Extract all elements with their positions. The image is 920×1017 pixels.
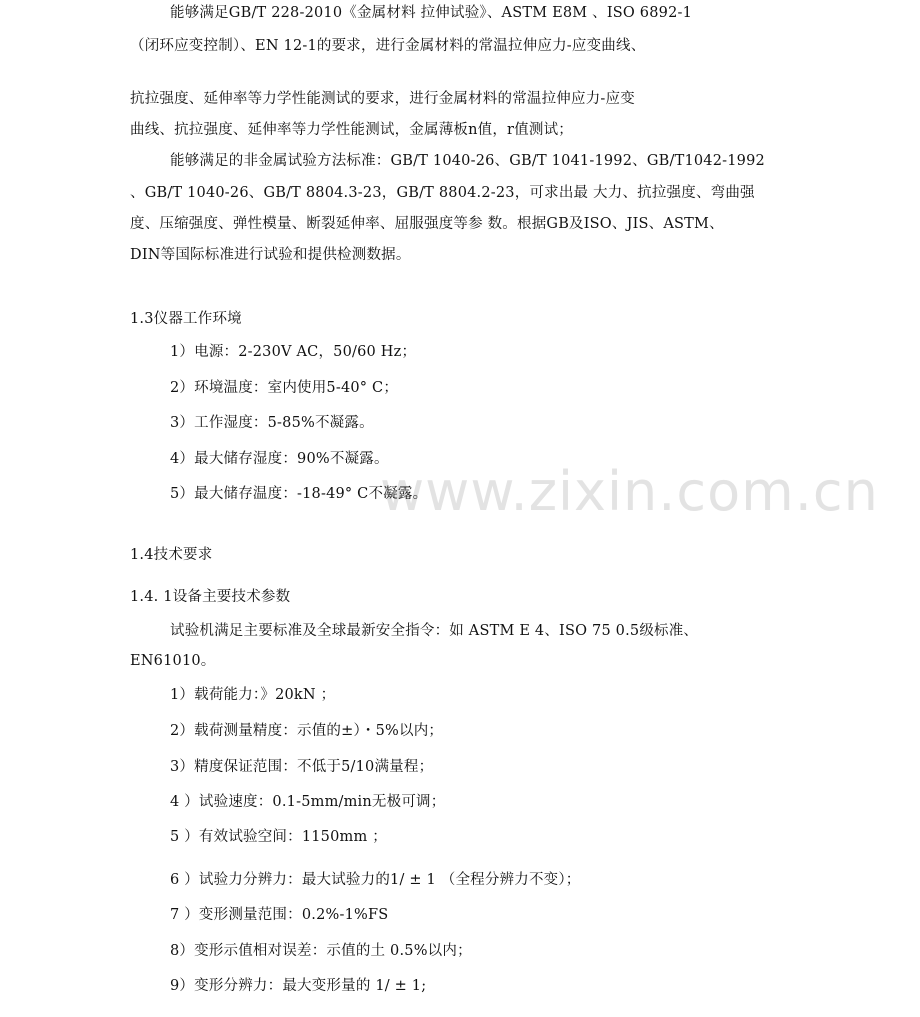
intro-line-7: 度、压缩强度、弹性模量、断裂延伸率、屈服强度等参 数。根据GB及ISO、JIS、ASTM、 — [130, 216, 724, 232]
env-item-1: 1）电源：2-230V AC，50/60 Hz； — [170, 344, 417, 360]
intro-line-6: 、GB/T 1040-26、GB/T 8804.3-23，GB/T 8804.2-23，可求出最 大力、抗拉强度、弯曲强 — [130, 185, 755, 201]
tech-item-4: 4 ）试验速度：0.1-5mm/min无极可调； — [170, 794, 446, 810]
tech-item-3: 3）精度保证范围：不低于5/10满量程； — [170, 759, 434, 775]
intro-line-5: 能够满足的非金属试验方法标准：GB/T 1040-26、GB/T 1041-1992、GB/T1042-1992 — [170, 153, 765, 169]
tech-item-8: 8）变形示值相对误差：示值的土 0.5%以内； — [170, 943, 472, 959]
watermark: www.zixin.com.cn — [380, 460, 879, 523]
tech-item-7: 7 ）变形测量范围：0.2%-1%FS — [170, 907, 389, 923]
env-item-2: 2）环境温度：室内使用5-40° C； — [170, 380, 399, 396]
section-heading-1-3: 1.3仪器工作环境 — [130, 311, 242, 327]
intro-line-3: 抗拉强度、延伸率等力学性能测试的要求，进行金属材料的常温拉伸应力-应变 — [130, 91, 635, 107]
env-item-3: 3）工作湿度：5-85%不凝露。 — [170, 415, 374, 431]
tech-item-1: 1）载荷能力：》20kN ； — [170, 687, 336, 703]
intro-line-4: 曲线、抗拉强度、延伸率等力学性能测试，金属薄板n值，r值测试； — [130, 122, 573, 138]
intro-line-8: DIN等国际标准进行试验和提供检测数据。 — [130, 247, 411, 263]
tech-item-2: 2）载荷测量精度：示值的±）・5%以内； — [170, 723, 444, 739]
tech-para-line-2: EN61010。 — [130, 653, 216, 669]
tech-item-6: 6 ）试验力分辨力：最大试验力的1/ ± 1 （全程分辨力不变）； — [170, 872, 581, 888]
intro-line-1: 能够满足GB/T 228-2010《金属材料 拉伸试验》、ASTM E8M 、ISO 6892-1 — [170, 5, 693, 21]
intro-line-2: （闭环应变控制）、EN 12-1的要求，进行金属材料的常温拉伸应力-应变曲线、 — [130, 38, 646, 54]
subsection-heading-1-4-1: 1.4. 1设备主要技术参数 — [130, 589, 291, 605]
tech-item-9: 9）变形分辨力：最大变形量的 1/ ± 1; — [170, 978, 427, 994]
tech-item-5: 5 ）有效试验空间：1150mm ； — [170, 829, 387, 845]
env-item-5: 5）最大储存温度：-18-49° C不凝露。 — [170, 486, 428, 502]
tech-para-line-1: 试验机满足主要标准及全球最新安全指令：如 ASTM E 4、ISO 75 0.5级标准、 — [170, 623, 699, 639]
section-heading-1-4: 1.4技术要求 — [130, 547, 213, 563]
env-item-4: 4）最大储存湿度：90%不凝露。 — [170, 451, 389, 467]
